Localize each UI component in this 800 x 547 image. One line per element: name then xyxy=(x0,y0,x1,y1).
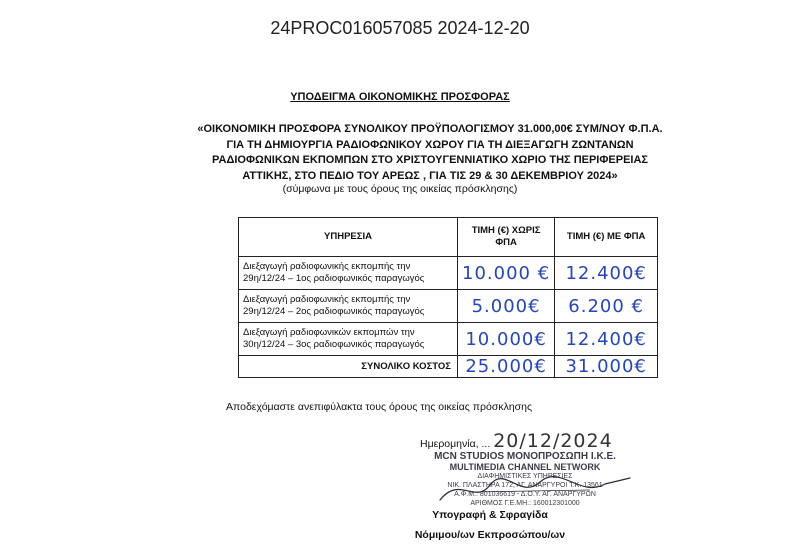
total-row xyxy=(239,356,658,378)
subject-line-4: ΑΤΤΙΚΗΣ, ΣΤΟ ΠΕΔΙΟ ΤΟΥ ΑΡΕΩΣ , ΓΙΑ ΤΙΣ 29 & 30 ΔΕΚΕΜΒΡΙΟΥ 2024» xyxy=(242,169,618,182)
handwritten-price-no-vat: 10.000 € xyxy=(458,257,555,290)
service-line: Διεξαγωγή ραδιοφωνικής εκπομπής την xyxy=(243,294,411,305)
stamp-subtitle: MULTIMEDIA CHANNEL NETWORK xyxy=(449,462,601,472)
header-price-no-vat: ΤΙΜΗ (€) ΧΩΡΙΣ ΦΠΑ xyxy=(458,218,555,257)
service-cell xyxy=(239,257,458,290)
date-label: Ημερομηνία, ... xyxy=(420,438,491,450)
table-row xyxy=(239,323,658,356)
subject-line-3: ΡΑΔΙΟΦΩΝΙΚΩΝ ΕΚΠΟΜΠΩΝ ΣΤΟ ΧΡΙΣΤΟΥΓΕΝΝΙΑΤΙΚΟ ΧΩΡΙΟ ΤΗΣ ΠΕΡΙΦΕΡΕΙΑΣ xyxy=(211,154,649,166)
date-block xyxy=(420,430,613,452)
handwritten-total-with-vat: 31.000€ xyxy=(555,356,658,378)
table-header-row xyxy=(239,218,658,257)
table-row xyxy=(239,290,658,323)
service-cell xyxy=(239,290,458,323)
service-cell xyxy=(239,323,458,356)
subject-line-1: «ΟΙΚΟΝΟΜΙΚΗ ΠΡΟΣΦΟΡΑ ΣΥΝΟΛΙΚΟΥ ΠΡΟΫΠΟΛΟΓΙΣΜΟΥ 31.000,00€ ΣΥΜ/ΝΟΥ Φ.Π.Α. xyxy=(197,123,663,135)
handwritten-total-no-vat: 25.000€ xyxy=(458,356,555,378)
handwritten-price-with-vat: 12.400€ xyxy=(555,257,658,290)
service-line: 30η/12/24 – 3ος ραδιοφωνικός παραγωγός xyxy=(243,339,425,350)
table-row xyxy=(239,257,658,290)
handwritten-price-no-vat: 5.000€ xyxy=(458,290,555,323)
handwritten-price-with-vat: 6.200 € xyxy=(555,290,658,323)
stamp-line: ΔΙΑΦΗΜΙΣΤΙΚΕΣ ΥΠΗΡΕΣΙΕΣ xyxy=(477,473,573,480)
stamp-company-name: MCN STUDIOS ΜΟΝΟΠΡΟΣΩΠΗ Ι.Κ.Ε. xyxy=(434,451,616,462)
offer-subject xyxy=(150,122,710,184)
service-line: Διεξαγωγή ραδιοφωνικής εκπομπής την xyxy=(243,261,411,272)
total-label: ΣΥΝΟΛΙΚΟ ΚΟΣΤΟΣ xyxy=(239,356,458,378)
signature-label: Υπογραφή & Σφραγίδα xyxy=(432,509,548,521)
subject-note: (σύμφωνα με τους όρους της οικείας πρόσκλησης) xyxy=(282,183,518,195)
handwritten-price-no-vat: 10.000€ xyxy=(458,323,555,356)
header-service: ΥΠΗΡΕΣΙΑ xyxy=(239,218,458,257)
offer-table xyxy=(238,217,658,378)
stamp-line: ΑΡΙΘΜΟΣ Γ.Ε.ΜΗ.: 160012301000 xyxy=(470,500,580,507)
subject-line-2: ΓΙΑ ΤΗ ΔΗΜΙΟΥΡΓΙΑ ΡΑΔΙΟΦΩΝΙΚΟΥ ΧΩΡΟΥ ΓΙΑ ΤΗ ΔΙΕΞΑΓΩΓΗ ΖΩΝΤΑΝΩΝ xyxy=(226,138,634,151)
handwritten-date: 20/12/2024 xyxy=(493,430,613,452)
service-line: 29η/12/24 – 2ος ραδιοφωνικός παραγωγός xyxy=(243,306,425,317)
document-id-line: 24PROC016057085 2024-12-20 xyxy=(270,18,530,38)
handwritten-signature xyxy=(430,470,640,510)
service-line: Διεξαγωγή ραδιοφωνικών εκπομπών την xyxy=(243,327,415,338)
acceptance-statement: Αποδεχόμαστε ανεπιφύλακτα τους όρους της οικείας πρόσκλησης xyxy=(226,401,533,413)
handwritten-price-with-vat: 12.400€ xyxy=(555,323,658,356)
service-line: 29η/12/24 – 1ος ραδιοφωνικός παραγωγός xyxy=(243,273,425,284)
header-price-with-vat: ΤΙΜΗ (€) ΜΕ ΦΠΑ xyxy=(555,218,658,257)
stamp-line: Α.Φ.Μ.: 801036619 - Δ.Ο.Υ. ΑΓ. ΑΝΑΡΓΥΡΩΝ xyxy=(454,491,596,498)
document-title: ΥΠΟΔΕΙΓΜΑ ΟΙΚΟΝΟΜΙΚΗΣ ΠΡΟΣΦΟΡΑΣ xyxy=(290,91,510,103)
stamp-line: ΝΙΚ. ΠΛΑΣΤΗΡΑ 172, ΑΓ. ΑΝΑΡΓΥΡΟΙ Τ.Κ. 13561 xyxy=(447,482,603,489)
representative-label: Νόμιμου/ων Εκπροσώπου/ων xyxy=(414,529,566,541)
